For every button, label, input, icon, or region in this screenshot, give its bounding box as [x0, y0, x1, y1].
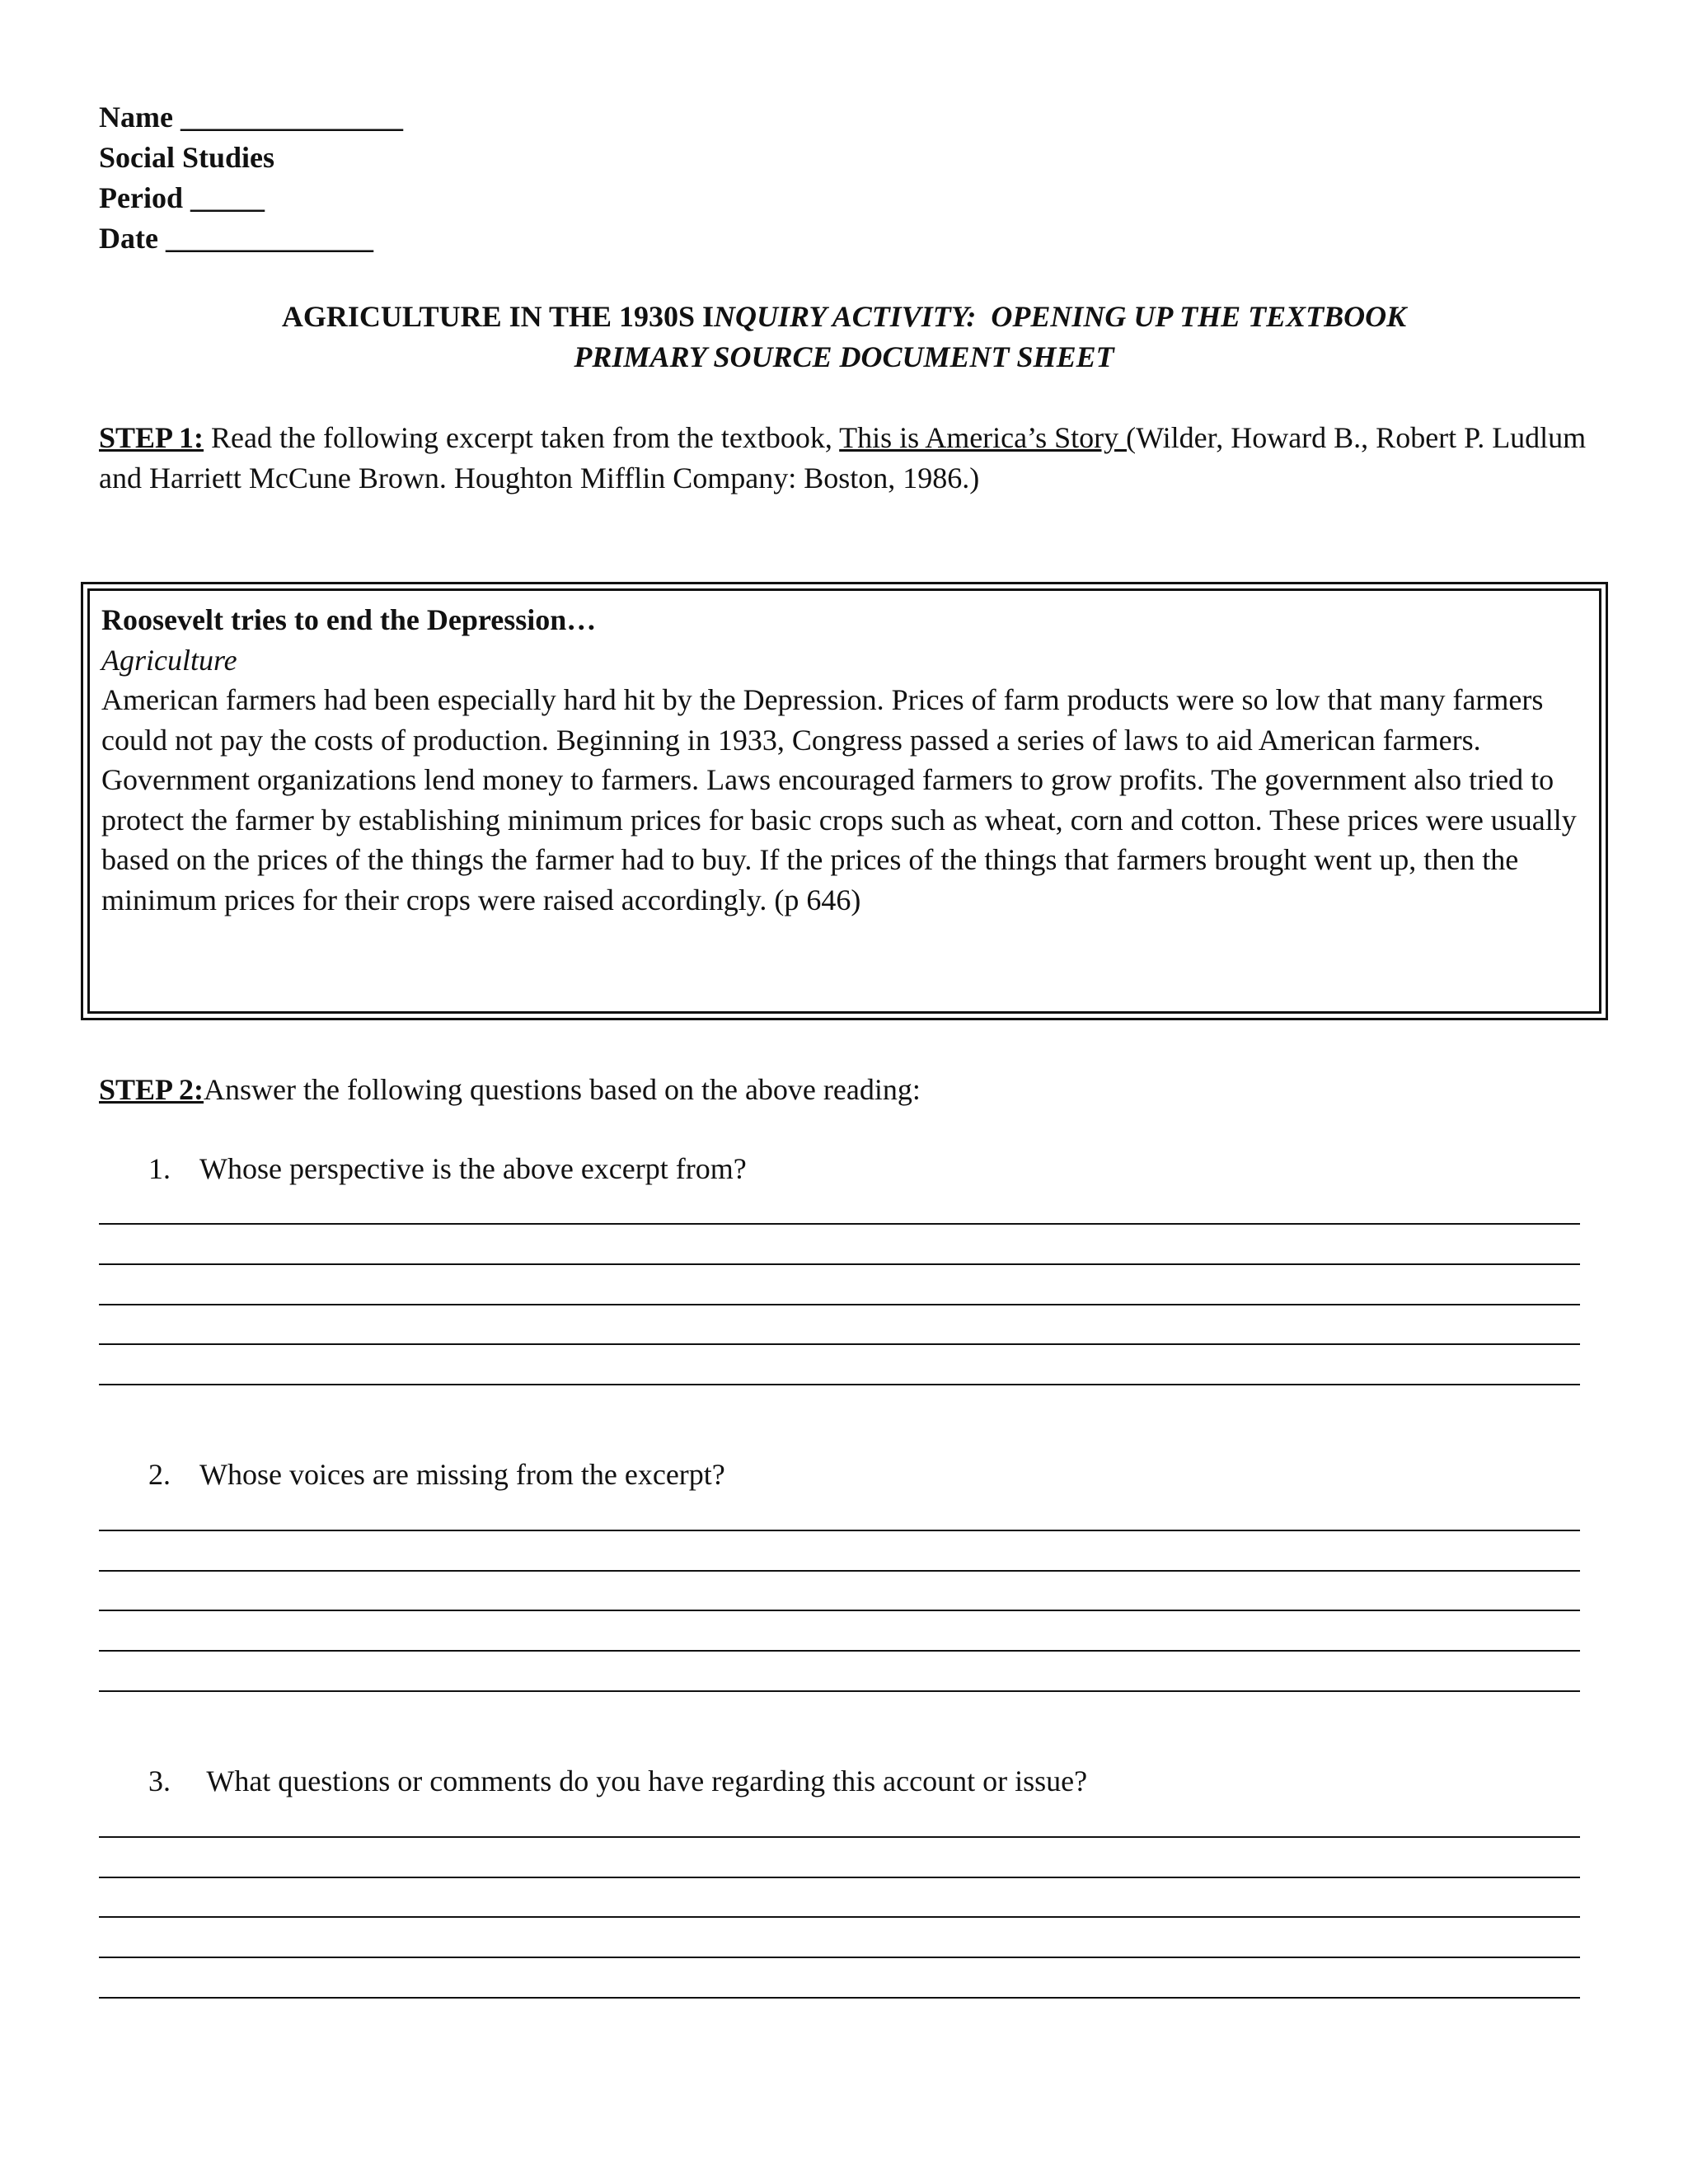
worksheet-title	[0, 297, 1688, 377]
answer-line[interactable]	[99, 1610, 1580, 1611]
title-line-1-italic: NQUIRY ACTIVITY: OPENING UP THE TEXTBOOK	[714, 300, 1407, 333]
answer-line[interactable]	[99, 1343, 1580, 1345]
excerpt-box-inner	[87, 588, 1601, 1014]
question-2-number: 2.	[148, 1458, 171, 1491]
answer-line[interactable]	[99, 1570, 1580, 1572]
title-line-2: PRIMARY SOURCE DOCUMENT SHEET	[574, 340, 1114, 373]
answer-line[interactable]	[99, 1957, 1580, 1958]
answer-line[interactable]	[99, 1223, 1580, 1225]
date-field: Date ______________	[99, 222, 373, 255]
question-2-text: Whose voices are missing from the excerpt?	[199, 1458, 725, 1491]
excerpt-body: American farmers had been especially hard hit by the Depression. Prices of farm products were so low that many farmers could not pay the costs of production. Beginning in 1933, Congress passed a series of laws to aid American farmers. Government organizations lend money to farmers. Laws encouraged farmers to grow profits. The government also tried to protect the farmer by establishing minimum prices for basic crops such as wheat, corn and cotton. These prices were usually based on the prices of the things the farmer had to buy. If the prices of the things that farmers brought went up, then the minimum prices for their crops were raised accordingly. (p 646)	[101, 683, 1577, 916]
answer-line[interactable]	[99, 1530, 1580, 1531]
student-info-header	[99, 97, 403, 259]
question-1-text: Whose perspective is the above excerpt from?	[199, 1152, 747, 1185]
step-2-instructions	[99, 1070, 921, 1110]
question-1-number: 1.	[148, 1152, 171, 1185]
step-1-label: STEP 1:	[99, 421, 204, 454]
step-1-text-before: Read the following excerpt taken from the textbook,	[204, 421, 840, 454]
answer-line[interactable]	[99, 1690, 1580, 1692]
period-field: Period _____	[99, 181, 265, 214]
excerpt-heading: Roosevelt tries to end the Depression…	[101, 603, 597, 636]
question-3	[148, 1761, 1087, 1802]
step-1-instructions	[99, 418, 1591, 499]
answer-line[interactable]	[99, 1997, 1580, 1999]
name-field: Name _______________	[99, 101, 403, 134]
subject-label: Social Studies	[99, 141, 275, 174]
title-line-1	[0, 297, 1688, 337]
answer-line[interactable]	[99, 1650, 1580, 1652]
answer-line[interactable]	[99, 1384, 1580, 1385]
answer-line[interactable]	[99, 1304, 1580, 1305]
answer-line[interactable]	[99, 1263, 1580, 1265]
step-2-text: Answer the following questions based on the above reading:	[204, 1073, 921, 1106]
question-1	[148, 1149, 747, 1189]
step-1-citation: Wilder, Howard B., Robert P. Ludlum and Harriett McCune Brown. Houghton Mifflin Company: Boston, 1986.)	[99, 421, 1587, 494]
question-2	[148, 1455, 725, 1495]
answer-line[interactable]	[99, 1836, 1580, 1838]
textbook-title: This is America’s Story (	[839, 421, 1137, 454]
question-3-text: What questions or comments do you have regarding this account or issue?	[199, 1765, 1088, 1797]
title-line-1-plain: AGRICULTURE IN THE 1930S I	[281, 300, 715, 333]
excerpt-box	[81, 582, 1608, 1020]
step-2-label: STEP 2:	[99, 1073, 204, 1106]
excerpt-subheading: Agriculture	[101, 643, 237, 677]
question-3-number: 3.	[148, 1765, 171, 1797]
answer-line[interactable]	[99, 1916, 1580, 1918]
answer-line[interactable]	[99, 1877, 1580, 1878]
